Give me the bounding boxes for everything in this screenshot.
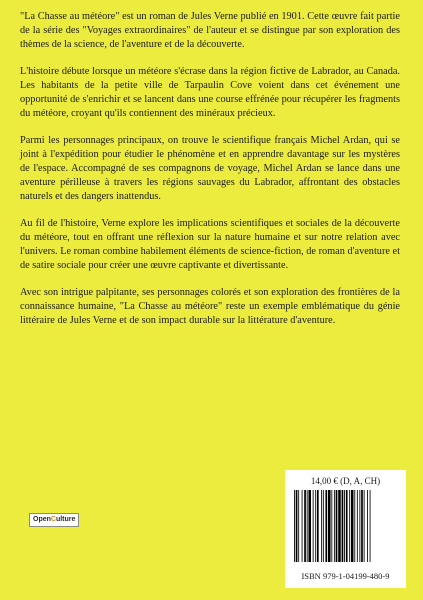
barcode-bar: [302, 490, 303, 562]
barcode-bar: [338, 490, 341, 562]
barcode-bar: [325, 490, 327, 562]
synopsis-paragraph: Parmi les personnages principaux, on trouve le scientifique français Michel Ardan, qui se joint à l'expédition pour étudier le phénomène et en apprendre davantage sur les mystères de l'espace. Accompagné de ses compagnons de voyage, Michel Ardan se lance dans une aventure périlleuse à travers les régions sauvages du Labrador, affrontant des obstacles naturels et des dangers inattendus.: [20, 134, 400, 203]
publisher-logo: [29, 513, 79, 527]
synopsis-paragraph: Au fil de l'histoire, Verne explore les implications scientifiques et sociales de la découverte du météore, tout en offrant une réflexion sur la nature humaine et sur notre relation avec l'univers. Le roman combine habilement éléments de science-fiction, de roman d'aventure et de satire sociale pour créer une œuvre captivante et divertissante.: [20, 217, 400, 271]
barcode-bar: [296, 490, 298, 562]
barcode-bar: [359, 490, 360, 562]
synopsis-paragraph: Avec son intrigue palpitante, ses personnages colorés et son exploration des frontières de la connaissance humaine, "La Chasse au météore" reste un exemple emblématique du génie littéraire de Jules Verne et de son impact durable sur la littérature d'aventure.: [20, 286, 400, 326]
isbn-barcode: [293, 490, 398, 562]
barcode-bar: [298, 490, 299, 562]
price-barcode-box: [285, 470, 406, 588]
barcode-bar: [357, 490, 358, 562]
barcode-bar: [361, 490, 363, 562]
barcode-bar: [307, 490, 308, 562]
barcode-bar: [364, 490, 365, 562]
barcode-bar: [331, 490, 332, 562]
barcode-bar: [354, 490, 355, 562]
price-label: 14,00 € (D, A, CH): [310, 476, 381, 486]
barcode-bar: [321, 490, 322, 562]
barcode-bar: [334, 490, 335, 562]
barcode-bar: [342, 490, 344, 562]
barcode-bar: [317, 490, 319, 562]
barcode-bar: [336, 490, 338, 562]
back-cover-text: [20, 10, 400, 340]
barcode-bar: [328, 490, 331, 562]
barcode-bar: [313, 490, 314, 562]
barcode-bar: [294, 490, 295, 562]
barcode-bar: [346, 490, 348, 562]
barcode-bar: [351, 490, 354, 562]
publisher-logo-mark: C: [50, 516, 56, 523]
barcode-bar: [367, 490, 368, 562]
publisher-logo-text-start: Open: [33, 516, 51, 523]
publisher-logo-text-end: ulture: [55, 516, 76, 523]
barcode-bar: [370, 490, 371, 562]
synopsis-paragraph: L'histoire débute lorsque un météore s'écrase dans la région fictive de Labrador, au Canada. Les habitants de la petite ville de Tarpaulin Cove voient dans cet événement une opportunité de s'enrichir et se lancent dans une course effrénée pour récupérer les fragments du météore, croyant qu'ils contiennent des minéraux précieux.: [20, 65, 400, 120]
synopsis-paragraph: "La Chasse au météore" est un roman de Jules Verne publié en 1901. Cette œuvre fait partie de la série des "Voyages extraordinaires" de l'auteur et se distingue par son exploration des thèmes de la science, de l'aventure et de la découverte.: [20, 11, 400, 51]
isbn-label: ISBN 979-1-04199-480-9: [301, 571, 390, 581]
barcode-bar: [315, 490, 316, 562]
barcode-bar: [349, 490, 350, 562]
barcode-bar: [308, 490, 311, 562]
barcode-bar: [323, 490, 324, 562]
barcode-bar: [304, 490, 306, 562]
barcode-bar: [344, 490, 345, 562]
